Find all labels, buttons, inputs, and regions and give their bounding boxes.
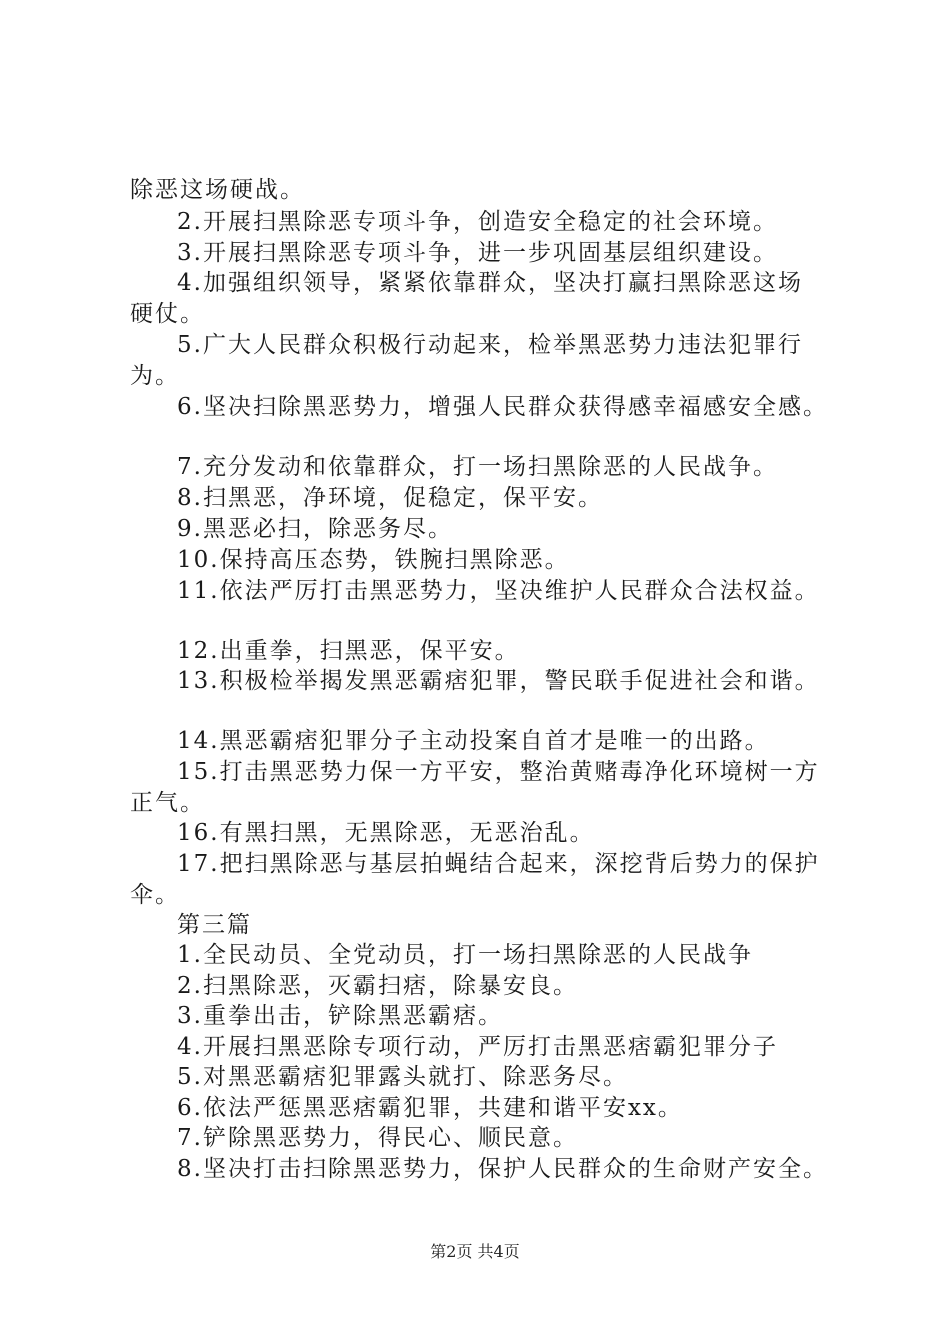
text-line: 16.有黑扫黑，无黑除恶，无恶治乱。 (177, 820, 595, 846)
text-line: 9.黑恶必扫，除恶务尽。 (177, 516, 453, 542)
text-line: 13.积极检举揭发黑恶霸痞犯罪，警民联手促进社会和谐。 (177, 668, 820, 694)
text-line: 除恶这场硬战。 (130, 177, 305, 203)
text-line: 7.充分发动和依靠群众，打一场扫黑除恶的人民战争。 (177, 454, 778, 480)
text-line: 正气。 (130, 790, 205, 816)
text-line: 8.扫黑恶，净环境，促稳定，保平安。 (177, 485, 603, 511)
text-line: 2.扫黑除恶，灭霸扫痞，除暴安良。 (177, 973, 578, 999)
text-line: 3.开展扫黑除恶专项斗争，进一步巩固基层组织建设。 (177, 240, 778, 266)
text-line: 6.坚决扫除黑恶势力，增强人民群众获得感幸福感安全感。 (177, 394, 828, 420)
text-line: 4.开展扫黑恶除专项行动，严厉打击黑恶痞霸犯罪分子 (177, 1034, 778, 1060)
text-line: 10.保持高压态势，铁腕扫黑除恶。 (177, 547, 570, 573)
text-line: 15.打击黑恶势力保一方平安，整治黄赌毒净化环境树一方 (177, 759, 820, 785)
text-line: 2.开展扫黑除恶专项斗争，创造安全稳定的社会环境。 (177, 209, 778, 235)
text-line: 8.坚决打击扫除黑恶势力，保护人民群众的生命财产安全。 (177, 1156, 828, 1182)
text-line: 4.加强组织领导，紧紧依靠群众，坚决打赢扫黑除恶这场 (177, 270, 803, 296)
text-line: 1.全民动员、全党动员，打一场扫黑除恶的人民战争 (177, 942, 753, 968)
text-line: 6.依法严惩黑恶痞霸犯罪，共建和谐平安xx。 (177, 1095, 683, 1121)
text-line: 17.把扫黑除恶与基层拍蝇结合起来，深挖背后势力的保护 (177, 851, 820, 877)
text-line: 5.广大人民群众积极行动起来，检举黑恶势力违法犯罪行 (177, 332, 803, 358)
text-line: 为。 (130, 363, 180, 389)
text-line: 7.铲除黑恶势力，得民心、顺民意。 (177, 1125, 578, 1151)
text-line: 3.重拳出击，铲除黑恶霸痞。 (177, 1003, 503, 1029)
text-line: 14.黑恶霸痞犯罪分子主动投案自首才是唯一的出路。 (177, 728, 770, 754)
text-line: 12.出重拳，扫黑恶，保平安。 (177, 638, 520, 664)
section-heading: 第三篇 (177, 912, 252, 938)
text-line: 5.对黑恶霸痞犯罪露头就打、除恶务尽。 (177, 1064, 628, 1090)
text-line: 硬仗。 (130, 301, 205, 327)
text-line: 伞。 (130, 882, 180, 908)
page-footer: 第2页 共4页 (430, 1242, 520, 1261)
text-line: 11.依法严厉打击黑恶势力，坚决维护人民群众合法权益。 (177, 578, 820, 604)
